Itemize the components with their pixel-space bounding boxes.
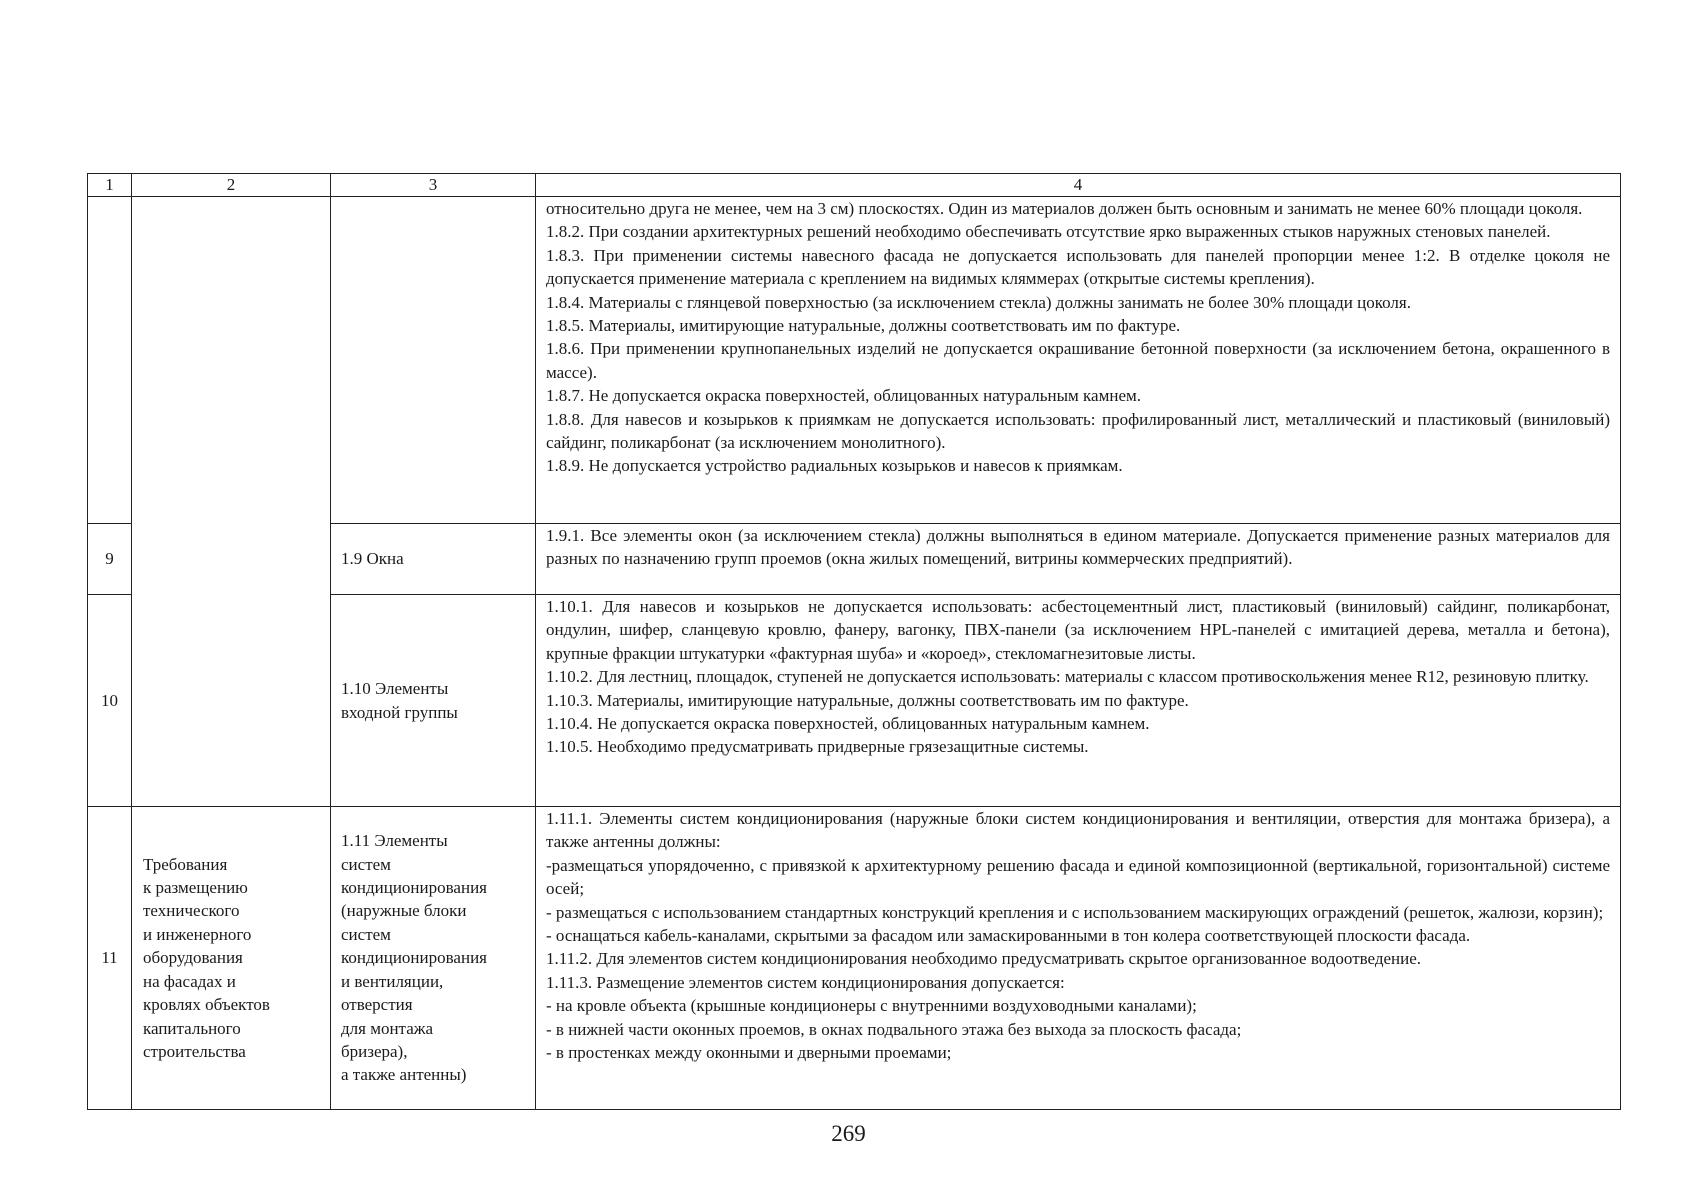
requirement-paragraph: 1.8.2. При создании архитектурных решений необходимо обеспечивать отсутствие ярко выраженных стыков наружных стеновых панелей.: [546, 222, 1551, 242]
header-row: [88, 174, 1621, 197]
page-number: 269: [831, 1121, 866, 1146]
element-name: 1.9 Окна: [331, 524, 536, 595]
element-name: 1.10 Элементы входной группы: [331, 595, 536, 807]
requirement-paragraph: -размещаться упорядоченно, с привязкой к архитектурному решению фасада и единой композиционной (вертикальной, горизонтальной) системе осей;: [546, 855, 1610, 899]
requirements-cell: [536, 524, 1621, 595]
requirement-paragraph: 1.8.8. Для навесов и козырьков к приямкам не допускается использовать: профилированный лист, металлический и пластиковый (виниловый) сайдинг, поликарбонат (за исключением монолитного).: [546, 409, 1610, 453]
requirements-table: [87, 173, 1621, 1110]
requirement-paragraph: 1.11.2. Для элементов систем кондиционирования необходимо предусматривать скрытое организованное водоотведение.: [546, 949, 1422, 969]
requirements-cell: [536, 595, 1621, 807]
requirement-paragraph: - в простенках между оконными и дверными проемами;: [546, 1043, 952, 1063]
requirement-paragraph: 1.8.6. При применении крупнопанельных изделий не допускается окрашивание бетонной поверхности (за исключением бетона, окрашенного в массе).: [546, 339, 1610, 382]
row-number: 11: [88, 807, 132, 1110]
requirement-paragraph: 1.10.5. Необходимо предусматривать придверные грязезащитные системы.: [546, 737, 1089, 757]
row-number: [88, 197, 132, 524]
table-row: [88, 807, 1621, 1110]
requirement-paragraph: - в нижней части оконных проемов, в окнах подвального этажа без выхода за плоскость фасада;: [546, 1019, 1242, 1039]
header-col-1: 1: [88, 174, 132, 197]
header-col-2: 2: [132, 174, 331, 197]
requirement-paragraph: 1.10.4. Не допускается окраска поверхностей, облицованных натуральным камнем.: [546, 714, 1150, 734]
requirement-paragraph: 1.8.3. При применении системы навесного фасада не допускается использовать для панелей пропорции менее 1:2. В отделке цоколя не допускается применение материала с креплением на видимых кляммерах (открытые системы крепления).: [546, 245, 1610, 289]
element-name: 1.11 Элементы систем кондиционирования (наружные блоки систем кондиционирования и вентиляции, отверстия для монтажа бризера), а также антенны): [331, 807, 536, 1110]
requirement-paragraph: 1.11.3. Размещение элементов систем кондиционирования допускается:: [546, 972, 1065, 992]
requirements-cell: [536, 807, 1621, 1110]
header-col-3: 3: [331, 174, 536, 197]
requirement-paragraph: - размещаться с использованием стандартных конструкций крепления и с использованием маскирующих ограждений (решеток, жалюзи, корзин);: [546, 902, 1604, 922]
requirement-paragraph: 1.10.3. Материалы, имитирующие натуральные, должны соответствовать им по фактуре.: [546, 690, 1189, 710]
requirement-paragraph: - оснащаться кабель-каналами, скрытыми за фасадом или замаскированными в тон колера соответствующей плоскости фасада.: [546, 926, 1471, 946]
section-title: [132, 197, 331, 807]
requirement-paragraph: 1.10.2. Для лестниц, площадок, ступеней не допускается использовать: материалы с классом противоскольжения менее R12, резиновую плитку.: [546, 667, 1589, 687]
requirements-cell: [536, 197, 1621, 524]
element-name: [331, 197, 536, 524]
requirement-paragraph: 1.8.4. Материалы с глянцевой поверхностью (за исключением стекла) должны занимать не более 30% площади цоколя.: [546, 292, 1411, 312]
requirement-paragraph: 1.10.1. Для навесов и козырьков не допускается использовать: асбестоцементный лист, пластиковый (виниловый) сайдинг, поликарбонат, ондулин, шифер, сланцевую кровлю, фанеру, вагонку, ПВХ-панели (за исключением HPL-панелей с имитацией дерева, металла и бетона), крупные фракции штукатурки «фактурная шуба» и «короед», стекломагнезитовые листы.: [546, 597, 1610, 663]
row-number: 9: [88, 524, 132, 595]
table-row: [88, 197, 1621, 524]
requirement-paragraph: - на кровле объекта (крышные кондиционеры с внутренними воздуховодными каналами);: [546, 996, 1197, 1016]
requirement-paragraph: 1.8.5. Материалы, имитирующие натуральные, должны соответствовать им по фактуре.: [546, 316, 1181, 336]
requirement-paragraph: 1.8.9. Не допускается устройство радиальных козырьков и навесов к приямкам.: [546, 456, 1123, 476]
requirement-paragraph: относительно друга не менее, чем на 3 см) плоскостях. Один из материалов должен быть основным и занимать не менее 60% площади цоколя.: [546, 199, 1583, 218]
requirement-paragraph: 1.8.7. Не допускается окраска поверхностей, облицованных натуральным камнем.: [546, 386, 1142, 406]
requirement-paragraph: 1.11.1. Элементы систем кондиционирования (наружные блоки систем кондиционирования и вентиляции, отверстия для монтажа бризера), а также антенны должны:: [546, 809, 1610, 852]
row-number: 10: [88, 595, 132, 807]
section-title: Требования к размещению технического и инженерного оборудования на фасадах и кровлях объектов капитального строительства: [132, 807, 331, 1110]
header-col-4: 4: [536, 174, 1621, 197]
requirement-paragraph: 1.9.1. Все элементы окон (за исключением стекла) должны выполняться в едином материале. Допускается применение разных материалов для разных по назначению групп проемов (окна жилых помещений, витрины коммерческих предприятий).: [546, 526, 1610, 569]
